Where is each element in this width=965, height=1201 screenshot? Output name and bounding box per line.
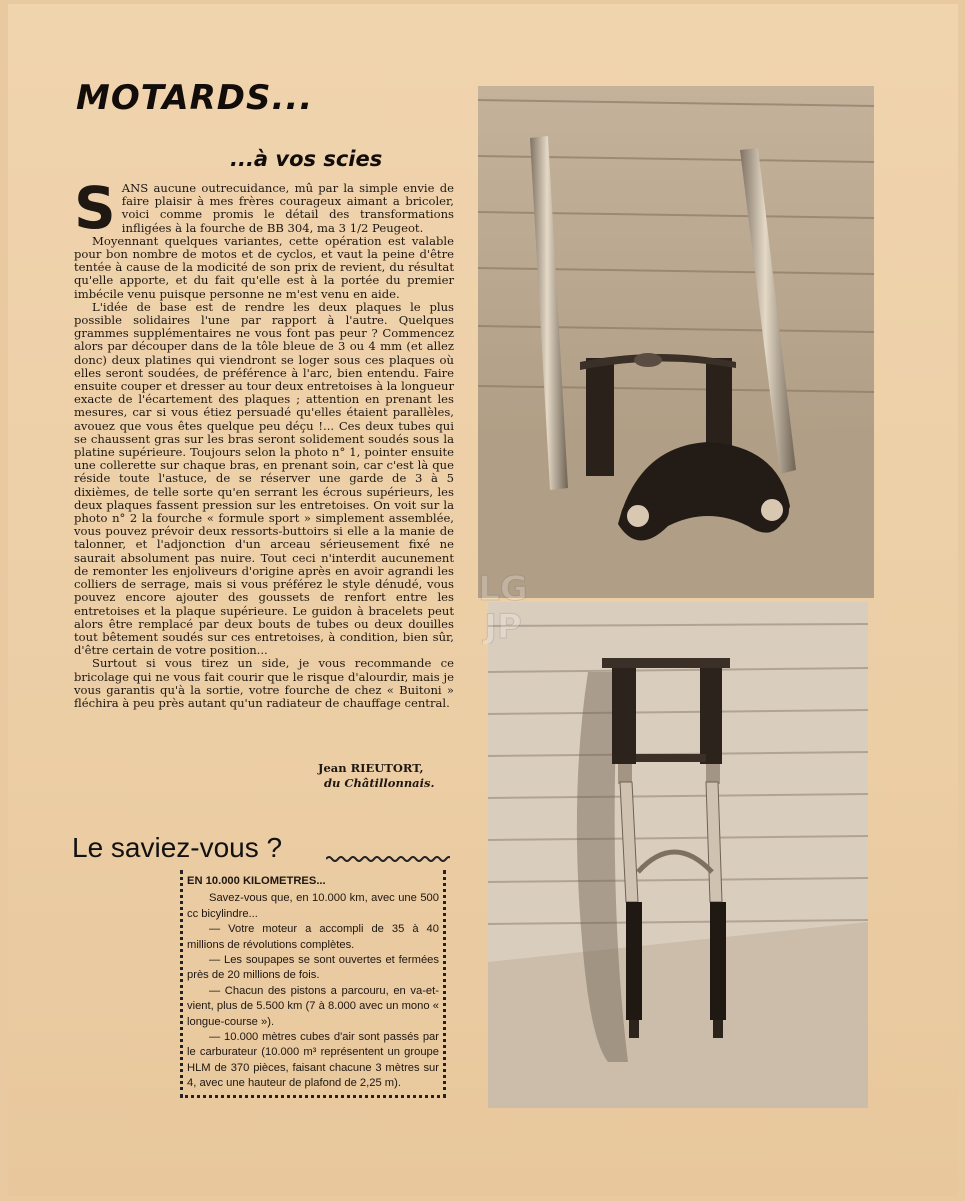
fact-box bbox=[180, 870, 446, 1098]
photo-assembled-fork bbox=[488, 602, 868, 1108]
watermark-top: LG bbox=[478, 569, 528, 609]
article-paragraph: Moyennant quelques variantes, cette opération est valable pour bon nombre de motos et de cyclos, et vaut la peine d'être tentée à cause de la modicité de son prix de revient, du résultat qu'elle apporte, et du fait qu'elle est à la portée du premier imbécile venu puisque personne ne m'est venu en aide. bbox=[74, 233, 454, 301]
photo-fork-parts bbox=[478, 86, 874, 598]
paragraph-text: ANS aucune outrecuidance, mû par la simple envie de faire plaisir à mes frères courageux aimant a bricoler, voici comme promis le détail des transformations infligées à la fourche de BB 304, ma 3 1/2 Peugeot. bbox=[121, 181, 454, 235]
assembled-fork-image bbox=[488, 602, 868, 1108]
fact-line: — Les soupapes se sont ouvertes et fermées près de 20 millions de fois. bbox=[187, 954, 439, 982]
magazine-page bbox=[8, 4, 958, 1196]
article-paragraph: L'idée de base est de rendre les deux plaques le plus possible solidaires l'une par rapport à l'autre. Quelques grammes supplémentaires ne vous font pas peur ? Commencez alors par découper dans de la tôle bleue de 3 ou 4 mm (et allez donc) deux platines qui viendront se loger sous ces plaques où elles seront soudées, de préférence à l'arc, bien entendu. Faire ensuite couper et dresser au tour deux entretoises à la longueur exacte de l'écartement des plaques ; attention en prenant les mesures, car si vous étiez persuadé qu'elles étaient parallèles, avouez que vous êtes quelque peu déçu !... Ces deux tubes qui se chaussent gras sur les bras seront solidement soudés sous la platine supérieure. Toujours selon la photo n° 1, pointer ensuite une collerette sur chaque bras, en prenant soin, car c'est là que réside toute l'astuce, de se réserver une garde de 3 à 5 dixièmes, de telle sorte qu'en serrant les écrous supérieurs, les deux plaques fassent pression sur les entretoises. On voit sur la photo n° 2 la fourche « formule sport » simplement assemblée, vous pouvez prévoir deux ressorts-buttoirs si elle a la manie de talonner, et l'adjonction d'un arceau sérieusement fixé ne saurait absolument pas nuire. Tout ceci n'interdit aucunement de remonter les enjoliveurs d'origine après en avoir agrandi les colliers de serrage, mais si vous préférez le style dénudé, vous pouvez encore ajouter des goussets de renfort entre les entretoises et la plaque supérieure. Le guidon à bracelets peut alors être remplacé par deux bouts de tubes ou deux douilles tout bêtement soudés sur ces entretoises, à condition, bien sûr, d'être certain de votre position... bbox=[74, 299, 454, 658]
article-signature bbox=[318, 761, 458, 791]
article-paragraph: Surtout si vous tirez un side, je vous recommande ce bricolage qui ne vous fait courir que le risque d'alourdir, mais je vous garantis qu'à la sortie, votre fourche de chez « Buitoni » fléchira à peu près autant qu'un radiateur de chauffage central. bbox=[74, 656, 454, 710]
fork-parts-image bbox=[478, 86, 874, 598]
drop-cap: S bbox=[74, 174, 116, 242]
fact-line: — 10.000 mètres cubes d'air sont passés par le carburateur (10.000 m³ représentent un groupe HLM de 370 pièces, faisant chacune 3 mètres sur 4, avec une hauteur de plafond de 2,25 m). bbox=[187, 1031, 439, 1090]
author-org: du Châtillonnais. bbox=[324, 776, 435, 790]
squiggle-divider bbox=[326, 855, 450, 863]
article-body bbox=[74, 174, 454, 710]
fact-line: — Chacun des pistons a parcouru, en va-et-vient, plus de 5.500 km (7 à 8.000 avec un mono « longue-course »). bbox=[187, 984, 439, 1028]
article-title: MOTARDS... bbox=[76, 78, 314, 118]
fact-line: — Votre moteur a accompli de 35 à 40 millions de révolutions complètes. bbox=[187, 923, 439, 951]
sidebar-heading: Le saviez-vous ? bbox=[72, 832, 283, 863]
article-subtitle: ...à vos scies bbox=[230, 147, 383, 171]
fact-box-title: EN 10.000 KILOMETRES... bbox=[187, 875, 326, 887]
article-paragraph bbox=[74, 174, 454, 242]
watermark-logo bbox=[428, 564, 578, 644]
author-name: Jean RIEUTORT, bbox=[318, 761, 424, 775]
watermark-bottom: JP bbox=[484, 607, 522, 644]
fact-line: Savez-vous que, en 10.000 km, avec une 500 cc bicylindre... bbox=[187, 892, 439, 920]
